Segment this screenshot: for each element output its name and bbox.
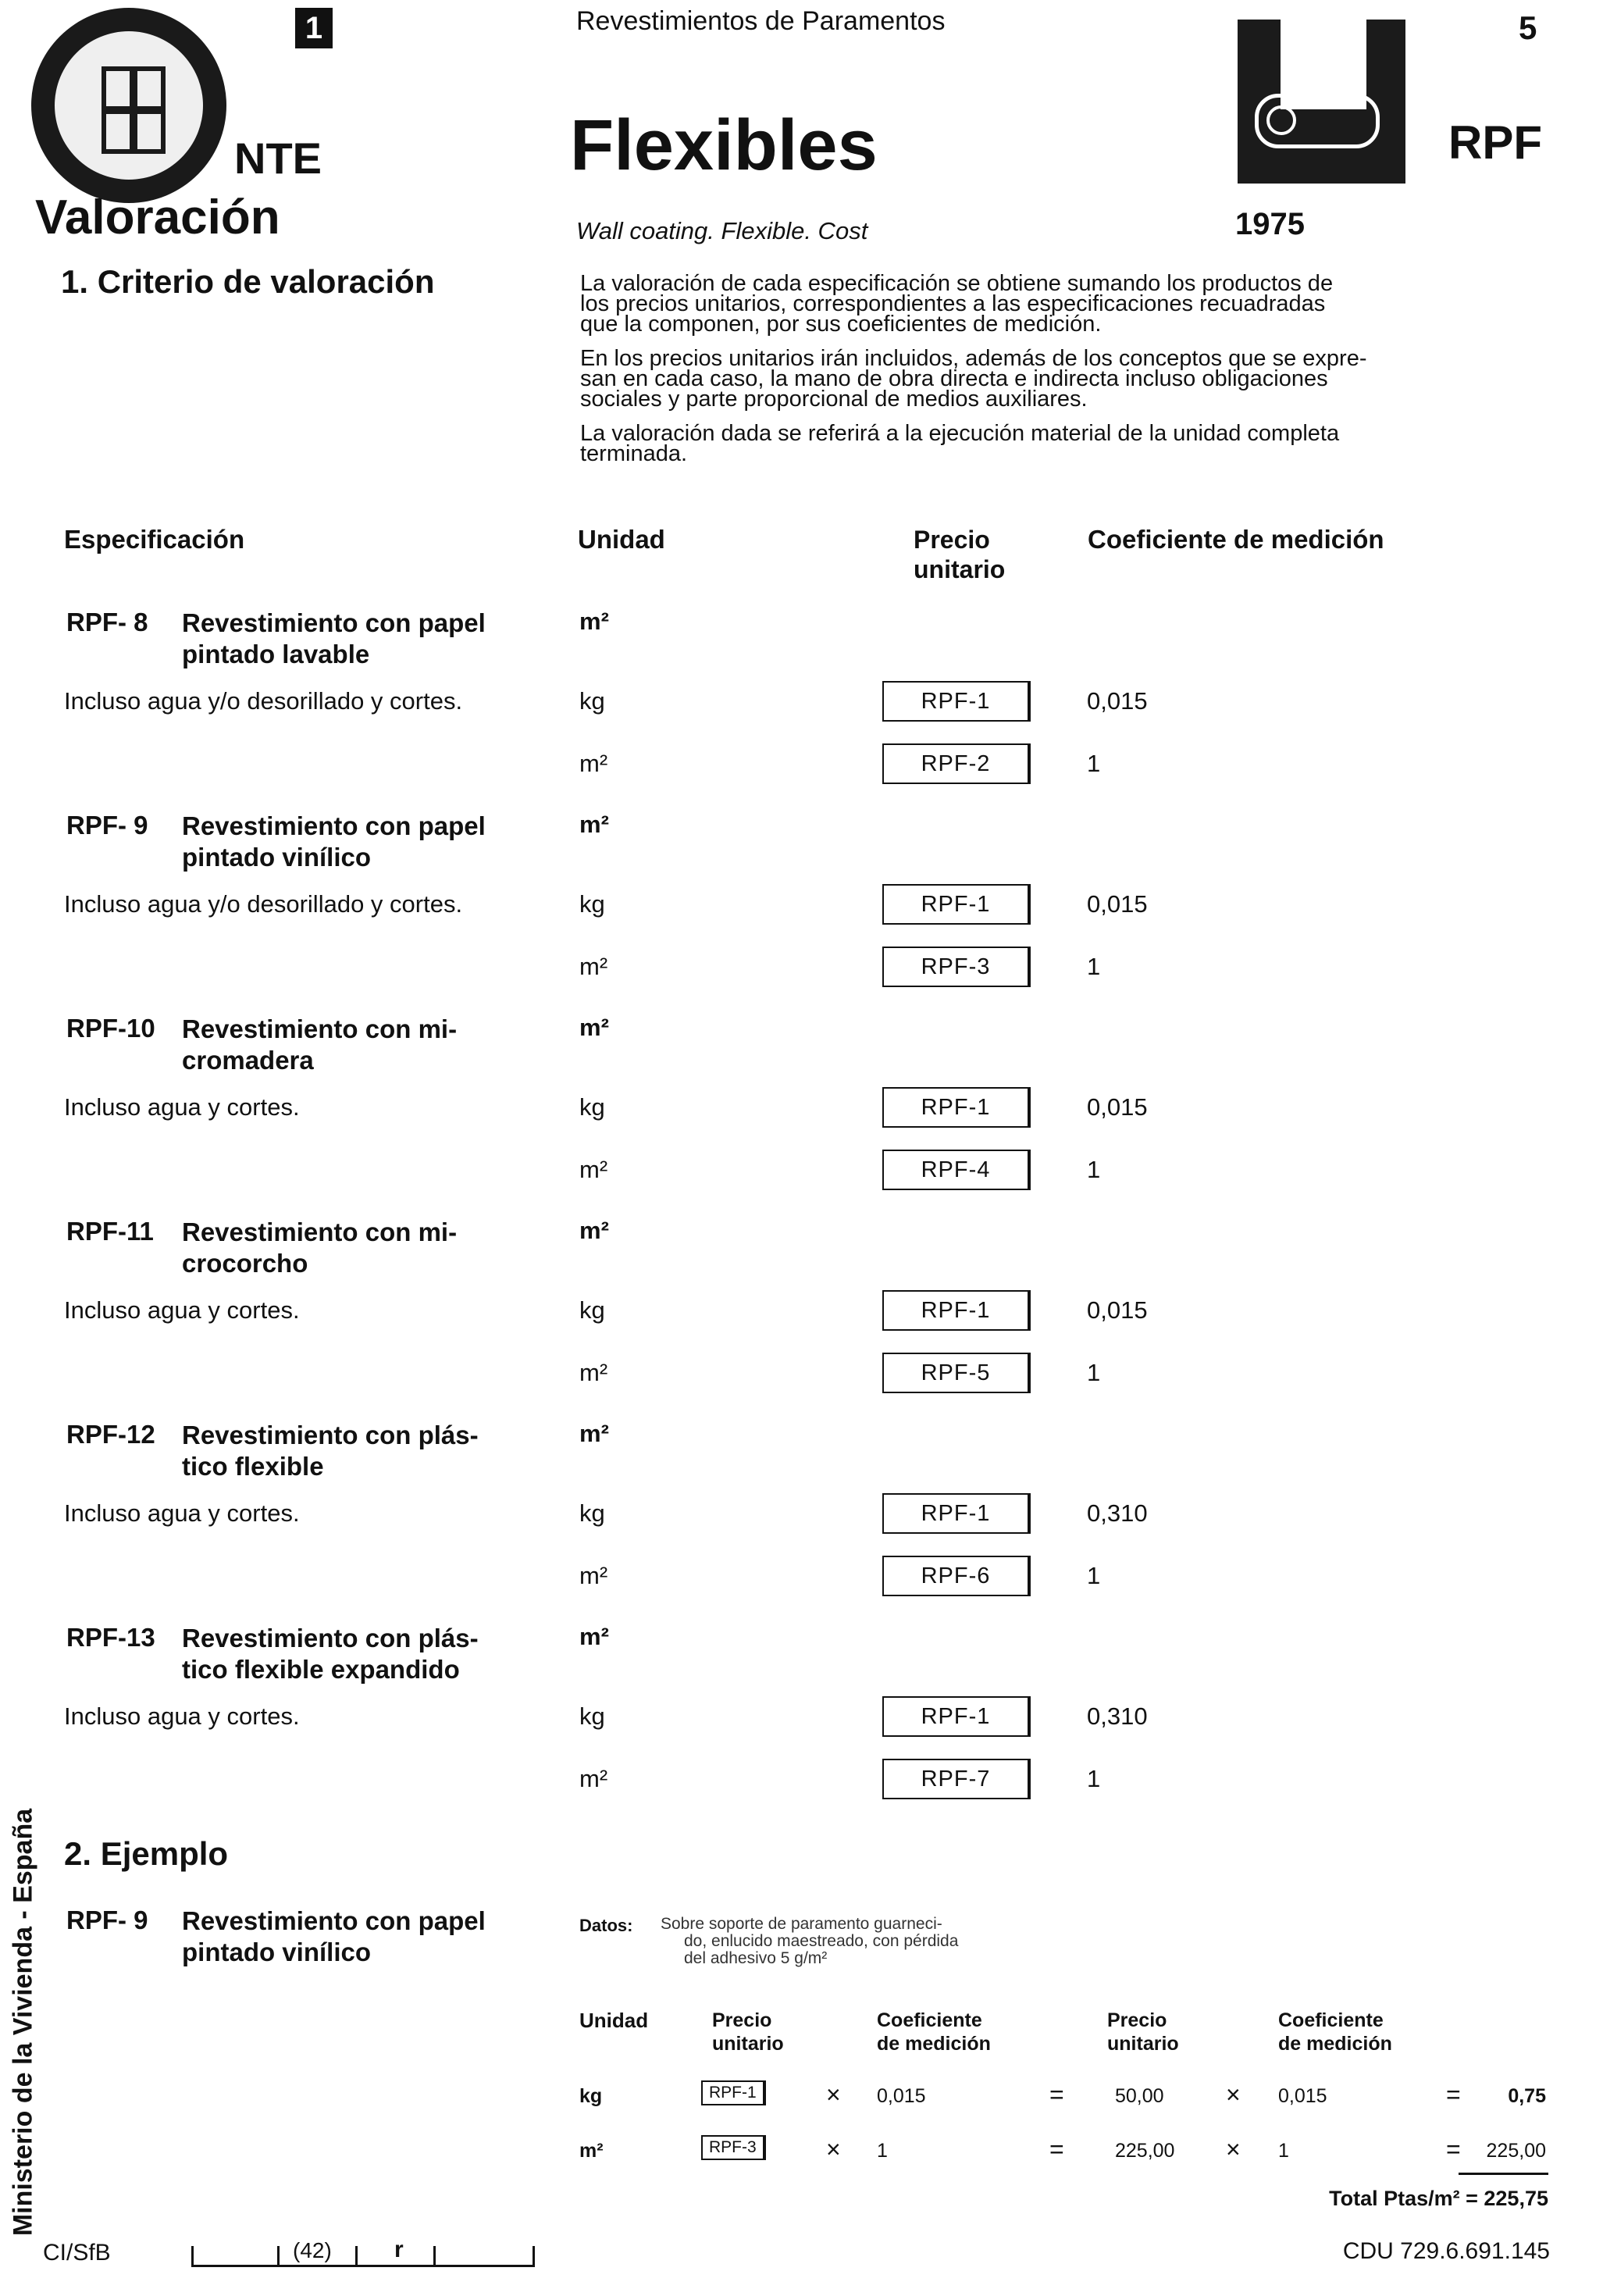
price-box: RPF-1	[882, 1087, 1031, 1128]
spec-title	[182, 1623, 479, 1685]
datos-line: do, enlucido maestreado, con pérdida	[684, 1932, 959, 1950]
price-box: RPF-1	[882, 1696, 1031, 1737]
spec-title-line2: pintado lavable	[182, 640, 370, 668]
criterio-paragraph	[580, 346, 1548, 412]
ex-row-value: 225,00	[1115, 2140, 1175, 2162]
spec-unit: m²	[579, 811, 609, 838]
spec-title	[182, 811, 486, 873]
ejemplo-heading: 2. Ejemplo	[64, 1835, 229, 1872]
ex-row-coef: 0,015	[877, 2085, 926, 2107]
spec-code: RPF- 9	[66, 811, 148, 840]
row-coef: 0,310	[1087, 1702, 1148, 1730]
spec-unit: m²	[579, 1014, 609, 1041]
spec-title-line1: Revestimiento con plás-	[182, 1421, 479, 1449]
ex-row-price	[701, 2080, 766, 2105]
ex-header-line: de medición	[1278, 2033, 1392, 2055]
ex-row-result: 0,75	[1508, 2085, 1546, 2107]
nte-label: NTE	[234, 134, 322, 183]
spec-title-line2: pintado vinílico	[182, 843, 372, 872]
row-coef: 1	[1087, 1359, 1101, 1386]
row-coef: 1	[1087, 1156, 1101, 1183]
equals-sign: =	[1446, 2080, 1461, 2109]
cisfb-code: (42)	[293, 2238, 332, 2262]
row-unit: m²	[579, 1359, 608, 1386]
spec-note: Incluso agua y cortes.	[64, 1296, 300, 1324]
equals-sign: =	[1049, 2080, 1064, 2109]
criterio-line: sociales y parte proporcional de medios auxiliares.	[580, 387, 1088, 412]
page-title: Flexibles	[570, 105, 878, 185]
spec-title	[182, 1420, 479, 1482]
ejemplo-title-line1: Revestimiento con papel	[182, 1906, 486, 1935]
spec-unit: m²	[579, 608, 609, 635]
spec-note: Incluso agua y/o desorillado y cortes.	[64, 890, 463, 918]
row-coef: 1	[1087, 953, 1101, 980]
header-especificacion: Especificación	[64, 525, 245, 554]
series-number-badge: 1	[295, 8, 333, 48]
spec-note: Incluso agua y cortes.	[64, 1093, 300, 1121]
row-coef: 1	[1087, 1562, 1101, 1589]
criterio-line: que la componen, por sus coeficientes de medición.	[580, 312, 1102, 337]
total-line: Total Ptas/m² = 225,75	[1329, 2187, 1548, 2210]
datos-label: Datos:	[579, 1916, 633, 1935]
ex-header-precio	[712, 2009, 784, 2055]
row-coef: 0,310	[1087, 1499, 1148, 1527]
row-unit: kg	[579, 687, 605, 715]
row-coef: 0,015	[1087, 1296, 1148, 1324]
spec-title-line1: Revestimiento con papel	[182, 608, 486, 637]
row-unit: kg	[579, 1093, 605, 1121]
spec-title	[182, 1014, 457, 1076]
times-sign: ×	[826, 2135, 841, 2163]
ex-header-unidad: Unidad	[579, 2009, 649, 2032]
ex-header-precio-b	[1107, 2009, 1179, 2055]
ex-row-unit: m²	[579, 2140, 604, 2162]
ex-row-result: 225,00	[1486, 2140, 1546, 2162]
ministry-seal-logo	[31, 8, 226, 203]
header-precio-line2: unitario	[914, 555, 1006, 583]
spec-code: RPF-11	[66, 1217, 154, 1246]
criterio-line: En los precios unitarios irán incluidos, además de los conceptos que se expre-	[580, 346, 1367, 371]
ejemplo-code: RPF- 9	[66, 1906, 148, 1934]
ejemplo-title-line2: pintado vinílico	[182, 1938, 372, 1966]
year: 1975	[1235, 207, 1305, 241]
spec-title-line2: cromadera	[182, 1046, 314, 1075]
criterio-line: terminada.	[580, 441, 688, 466]
row-coef: 1	[1087, 750, 1101, 777]
criterio-line: los precios unitarios, correspondientes a las especificaciones recuadradas	[580, 291, 1326, 316]
ex-header-line: Coeficiente	[877, 2009, 982, 2031]
ex-header-coef	[877, 2009, 991, 2055]
price-box: RPF-5	[882, 1353, 1031, 1393]
price-box: RPF-1	[882, 884, 1031, 925]
spec-note: Incluso agua y/o desorillado y cortes.	[64, 687, 463, 715]
spec-title-line2: tico flexible	[182, 1452, 324, 1481]
criterio-paragraph	[580, 271, 1548, 337]
cisfb-field	[191, 2238, 535, 2267]
section-code: RPF	[1448, 116, 1542, 169]
spec-unit: m²	[579, 1217, 609, 1244]
spec-unit: m²	[579, 1623, 609, 1650]
row-unit: m²	[579, 1562, 608, 1589]
row-coef: 1	[1087, 1765, 1101, 1792]
ex-header-line: de medición	[877, 2033, 991, 2055]
ex-header-coef-b	[1278, 2009, 1392, 2055]
times-sign: ×	[826, 2080, 841, 2109]
criterio-line: La valoración dada se referirá a la ejecución material de la unidad completa	[580, 421, 1340, 446]
ex-header-line: unitario	[712, 2033, 784, 2055]
cisfb-label: CI/SfB	[43, 2240, 111, 2266]
row-unit: kg	[579, 1702, 605, 1730]
ex-price-box: RPF-1	[701, 2080, 766, 2105]
ex-row-price	[701, 2135, 766, 2160]
ex-row-unit: kg	[579, 2085, 603, 2107]
ex-row-coef: 1	[877, 2140, 888, 2162]
price-box: RPF-1	[882, 681, 1031, 722]
total-rule	[1459, 2173, 1548, 2175]
section-title: Valoración	[35, 191, 280, 244]
spec-code: RPF-13	[66, 1623, 155, 1652]
times-sign: ×	[1226, 2080, 1241, 2109]
page-number: 5	[1519, 9, 1537, 46]
price-box: RPF-6	[882, 1556, 1031, 1596]
row-unit: m²	[579, 1765, 608, 1792]
spec-unit: m²	[579, 1420, 609, 1447]
spec-title	[182, 1217, 457, 1279]
spec-code: RPF- 8	[66, 608, 148, 636]
ex-row-coef2: 1	[1278, 2140, 1289, 2162]
spec-title-line2: crocorcho	[182, 1249, 308, 1278]
price-box: RPF-3	[882, 947, 1031, 987]
ex-row-value: 50,00	[1115, 2085, 1164, 2107]
criterio-text	[580, 273, 1548, 464]
row-coef: 0,015	[1087, 890, 1148, 918]
subtitle-english: Wall coating. Flexible. Cost	[576, 217, 868, 244]
ex-header-line: Precio	[1107, 2009, 1167, 2031]
spec-title-line2: tico flexible expandido	[182, 1655, 460, 1684]
criterio-line: La valoración de cada especificación se obtiene sumando los productos de	[580, 271, 1334, 296]
datos-line: del adhesivo 5 g/m²	[684, 1949, 828, 1967]
category-title: Revestimientos de Paramentos	[576, 6, 946, 36]
ex-row-coef2: 0,015	[1278, 2085, 1327, 2107]
equals-sign: =	[1049, 2135, 1064, 2163]
row-unit: m²	[579, 953, 608, 980]
rpf-roll-icon	[1238, 20, 1405, 184]
ex-price-box: RPF-3	[701, 2135, 766, 2160]
ex-header-line: unitario	[1107, 2033, 1179, 2055]
price-box: RPF-1	[882, 1290, 1031, 1331]
spec-code: RPF-10	[66, 1014, 155, 1043]
datos-line: Sobre soporte de paramento guarneci-	[661, 1915, 942, 1933]
header-coeficiente: Coeficiente de medición	[1088, 525, 1384, 554]
row-unit: kg	[579, 890, 605, 918]
spec-title-line1: Revestimiento con plás-	[182, 1624, 479, 1652]
spec-title-line1: Revestimiento con mi-	[182, 1014, 458, 1043]
times-sign: ×	[1226, 2135, 1241, 2163]
header-precio	[914, 525, 1005, 584]
spec-title-line1: Revestimiento con mi-	[182, 1218, 458, 1246]
criterio-line: san en cada caso, la mano de obra directa e indirecta incluso obligaciones	[580, 366, 1328, 391]
header-precio-line1: Precio	[914, 526, 990, 554]
cdu-code: CDU 729.6.691.145	[1342, 2238, 1550, 2264]
criterio-heading: 1. Criterio de valoración	[61, 263, 435, 300]
equals-sign: =	[1446, 2135, 1461, 2163]
ejemplo-title	[182, 1906, 486, 1968]
price-box: RPF-1	[882, 1493, 1031, 1534]
price-box: RPF-4	[882, 1150, 1031, 1190]
row-coef: 0,015	[1087, 1093, 1148, 1121]
spec-code: RPF-12	[66, 1420, 155, 1449]
row-unit: m²	[579, 1156, 608, 1183]
header-unidad: Unidad	[578, 525, 665, 554]
ex-header-line: Precio	[712, 2009, 772, 2031]
spec-title	[182, 608, 486, 670]
row-unit: m²	[579, 750, 608, 777]
cisfb-extra: r	[394, 2237, 404, 2262]
spec-note: Incluso agua y cortes.	[64, 1702, 300, 1730]
row-unit: kg	[579, 1296, 605, 1324]
spec-title-line1: Revestimiento con papel	[182, 811, 486, 840]
price-box: RPF-7	[882, 1759, 1031, 1799]
ministry-side-text: Ministerio de la Vivienda - España	[8, 1808, 38, 2237]
price-box: RPF-2	[882, 743, 1031, 784]
spec-note: Incluso agua y cortes.	[64, 1499, 300, 1527]
datos-text	[661, 1916, 958, 1967]
criterio-paragraph	[580, 423, 1548, 464]
ex-header-line: Coeficiente	[1278, 2009, 1384, 2031]
row-unit: kg	[579, 1499, 605, 1527]
row-coef: 0,015	[1087, 687, 1148, 715]
